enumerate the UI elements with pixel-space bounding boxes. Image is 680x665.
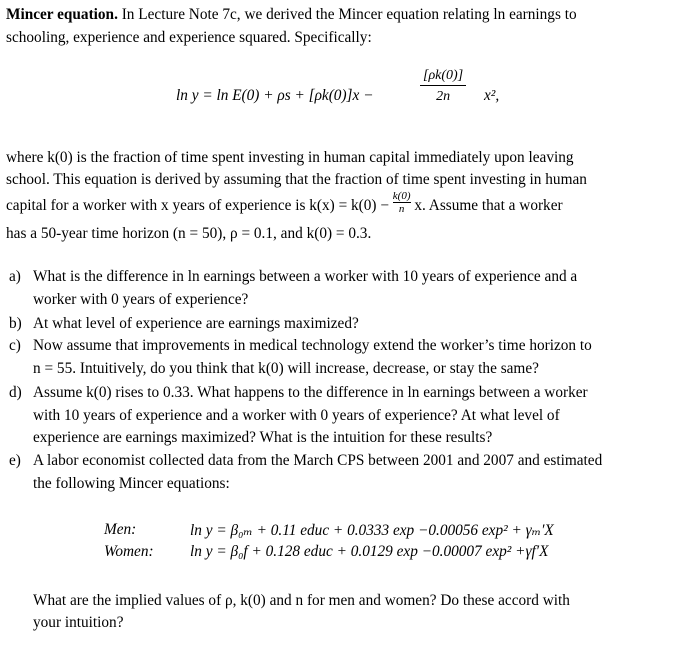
question-label: b) bbox=[9, 315, 22, 332]
question-text-line: the following Mincer equations: bbox=[33, 474, 230, 492]
question-label: a) bbox=[9, 268, 21, 285]
question-text-line: A labor economist collected data from the March CPS between 2001 and 2007 and estimated bbox=[33, 452, 603, 469]
intro-line-1 bbox=[6, 6, 577, 24]
question-label: d) bbox=[9, 384, 22, 401]
question-label: e) bbox=[9, 452, 21, 469]
women-equation: ln y = β₀f + 0.128 educ + 0.0129 exp −0.00007 exp² +γf′X bbox=[190, 543, 549, 560]
women-label: Women: bbox=[104, 543, 154, 560]
intro-line-2: schooling, experience and experience squared. Specifically: bbox=[6, 29, 372, 46]
question-text-line: Now assume that improvements in medical technology extend the worker’s time horizon to bbox=[33, 337, 592, 354]
closing-line-2: your intuition? bbox=[33, 614, 124, 631]
question-text-line: worker with 0 years of experience? bbox=[33, 290, 249, 308]
where-frac-num: k(0) bbox=[392, 190, 411, 203]
where-line-3a: capital for a worker with x years of experience is k(x) = k(0) − bbox=[6, 197, 389, 214]
question-text-line: experience are earnings maximized? What is the intuition for these results? bbox=[33, 429, 493, 446]
closing-line-1: What are the implied values of ρ, k(0) and n for men and women? Do these accord with bbox=[33, 592, 570, 609]
question-text-line: What is the difference in ln earnings between a worker with 10 years of experience and a bbox=[33, 268, 578, 285]
men-equation: ln y = β₀ₘ + 0.11 educ + 0.0333 exp −0.00056 exp² + γₘ′X bbox=[190, 522, 554, 539]
main-equation-frac-num: [ρk(0)] bbox=[423, 68, 464, 83]
intro-text-1: In Lecture Note 7c, we derived the Mincer equation relating ln earnings to bbox=[117, 6, 577, 23]
where-line-3b: x. Assume that a worker bbox=[414, 197, 563, 214]
question-label: c) bbox=[9, 337, 21, 354]
main-equation-frac-den: 2n bbox=[420, 85, 466, 106]
where-line-1: where k(0) is the fraction of time spent investing in human capital immediately upon leaving bbox=[6, 149, 574, 166]
question-text-line: with 10 years of experience and a worker with 0 years of experience? At what level of bbox=[33, 406, 560, 424]
question-text-line: n = 55. Intuitively, do you think that k(0) will increase, decrease, or stay the same? bbox=[33, 359, 539, 377]
men-label: Men: bbox=[104, 521, 137, 538]
question-text-line: Assume k(0) rises to 0.33. What happens to the difference in ln earnings between a worker bbox=[33, 384, 588, 401]
main-equation-lhs: ln y = ln E(0) + ρs + [ρk(0)]x − bbox=[176, 87, 374, 104]
where-line-2: school. This equation is derived by assuming that the fraction of time spent investing in human bbox=[6, 171, 587, 188]
where-frac-den: n bbox=[393, 202, 411, 215]
where-line-4: has a 50-year time horizon (n = 50), ρ = 0.1, and k(0) = 0.3. bbox=[6, 225, 372, 242]
where-line-3 bbox=[6, 190, 563, 216]
main-equation-rhs: x², bbox=[484, 87, 500, 104]
question-text-line: At what level of experience are earnings maximized? bbox=[33, 315, 359, 332]
where-fraction bbox=[393, 191, 411, 215]
problem-title: Mincer equation. bbox=[6, 6, 118, 23]
main-equation-fraction bbox=[420, 67, 466, 106]
